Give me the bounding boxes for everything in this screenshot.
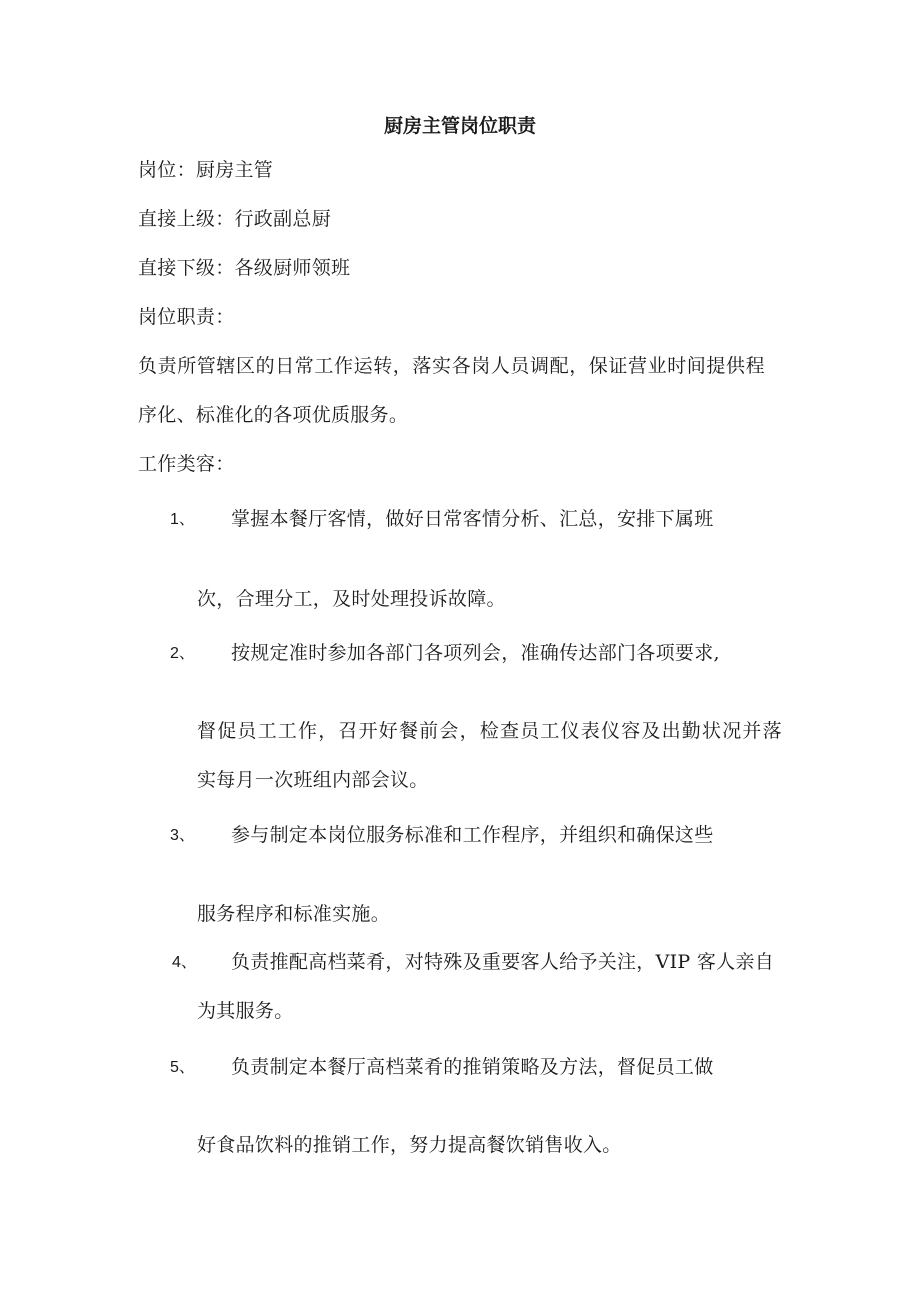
item-continuation: 服务程序和标准实施。 bbox=[197, 903, 391, 925]
item-text: 掌握本餐厅客情，做好日常客情分析、汇总，安排下属班 bbox=[231, 508, 714, 530]
position-line: 岗位：厨房主管 bbox=[138, 159, 274, 181]
duties-heading: 岗位职责： bbox=[138, 306, 235, 328]
item-text: 参与制定本岗位服务标准和工作程序，并组织和确保这些 bbox=[231, 824, 714, 846]
item-number: 5、 bbox=[170, 1059, 195, 1076]
document-title: 厨房主管岗位职责 bbox=[383, 115, 536, 137]
item-text: 按规定准时参加各部门各项列会，准确传达部门各项要求, bbox=[231, 642, 720, 664]
item-number: 2、 bbox=[170, 645, 195, 662]
item-continuation: 好食品饮料的推销工作，努力提高餐饮销售收入。 bbox=[197, 1134, 622, 1156]
item-continuation: 为其服务。 bbox=[197, 1000, 294, 1022]
item-continuation: 实每月一次班组内部会议。 bbox=[197, 769, 429, 791]
duties-text-line-1: 负责所管辖区的日常工作运转，落实各岗人员调配，保证营业时间提供程 bbox=[138, 355, 766, 377]
duties-text-line-2: 序化、标准化的各项优质服务。 bbox=[138, 404, 409, 426]
item-number: 3、 bbox=[170, 827, 195, 844]
item-continuation: 督促员工工作，召开好餐前会，检查员工仪表仪容及出勤状况并落 bbox=[197, 720, 783, 742]
work-heading: 工作类容： bbox=[138, 453, 235, 475]
item-number: 1、 bbox=[170, 511, 195, 528]
item-continuation: 次，合理分工，及时处理投诉故障。 bbox=[197, 588, 506, 610]
item-text: 负责制定本餐厅高档菜肴的推销策略及方法，督促员工做 bbox=[231, 1056, 714, 1078]
subordinate-line: 直接下级：各级厨师领班 bbox=[138, 257, 351, 279]
superior-line: 直接上级：行政副总厨 bbox=[138, 208, 332, 230]
item-text: 负责推配高档菜肴，对特殊及重要客人给予关注，VIP 客人亲自 bbox=[231, 951, 775, 973]
item-number: 4、 bbox=[172, 954, 197, 971]
